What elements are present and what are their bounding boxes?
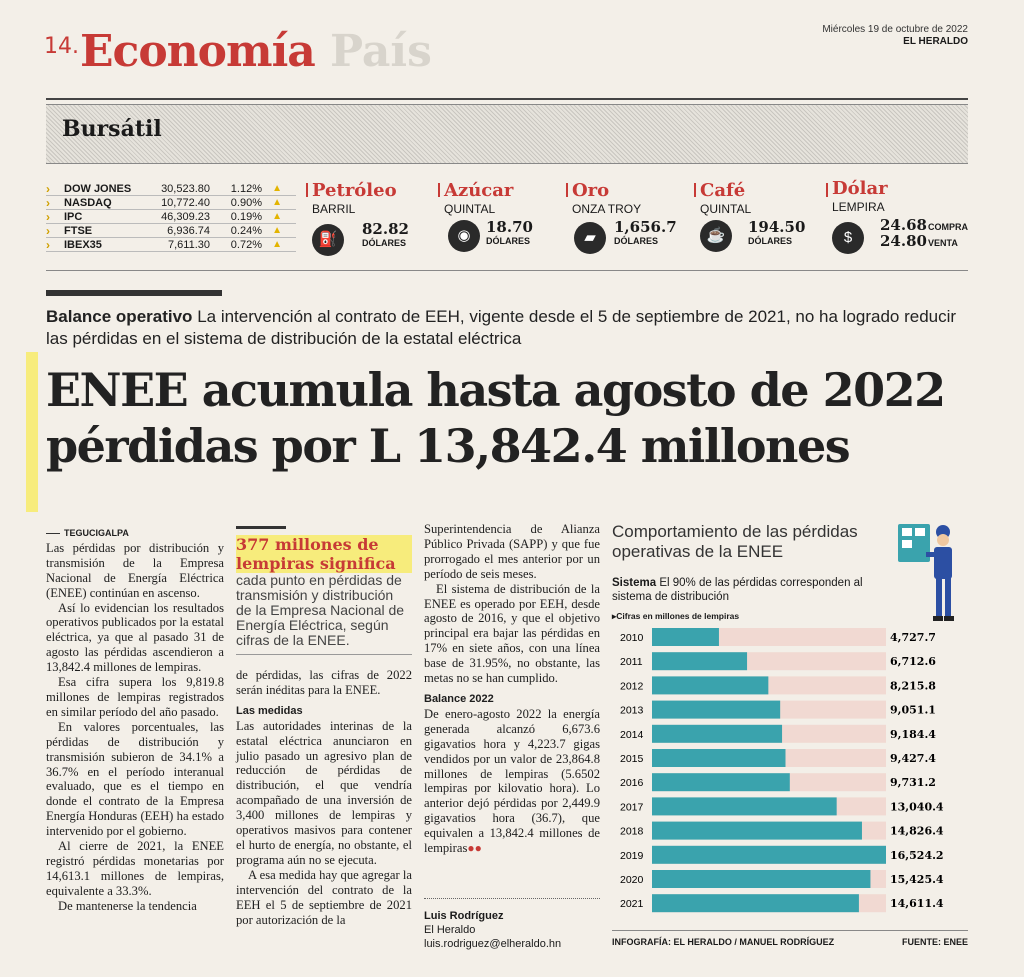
paragraph: En valores porcentuales, las pérdidas de distribución y transmisión subieron de 34.1% a 36.7% en el período interanual evaluado, que es el tiempo en donde el contrato de la Empresa Energía Honduras (EEH) ha estado intervenido por el gobierno. bbox=[46, 719, 224, 839]
chart-year-label: 2010 bbox=[620, 632, 644, 644]
kicker-bar bbox=[46, 290, 222, 296]
chart-value-label: 4,727.7 bbox=[890, 631, 936, 644]
chevron-right-icon: › bbox=[46, 223, 50, 238]
triangle-up-icon: ▲ bbox=[272, 197, 282, 208]
paragraph: Esa cifra supera los 9,819.8 millones de lempiras registrados en similar período del año pasado. bbox=[46, 675, 224, 719]
chart-year-label: 2017 bbox=[620, 801, 644, 814]
chart-bar bbox=[652, 725, 782, 743]
commodity-currency: DÓLARES bbox=[748, 236, 793, 246]
headline bbox=[46, 362, 976, 474]
chart-year-label: 2015 bbox=[620, 753, 644, 765]
triangle-up-icon: ▲ bbox=[272, 239, 282, 250]
commodity-petroleo bbox=[312, 180, 430, 260]
chart-value-label: 14,611.4 bbox=[890, 897, 944, 911]
stock-name: NASDAQ bbox=[64, 196, 112, 209]
commodity-separator bbox=[306, 183, 308, 197]
commodity-price: 1,656.7 bbox=[614, 218, 677, 236]
chart-bar bbox=[652, 846, 886, 864]
chart-value-label: 16,524.2 bbox=[890, 848, 944, 862]
ghost-section-title: País bbox=[330, 26, 432, 77]
chart-bar bbox=[652, 676, 768, 694]
stock-row bbox=[46, 196, 296, 210]
article-column-1 bbox=[46, 526, 224, 914]
chart-year-label: 2019 bbox=[620, 849, 644, 862]
chart-value-label: 8,215.8 bbox=[890, 679, 936, 693]
chart-subtitle bbox=[612, 576, 892, 604]
chart-year-label: 2021 bbox=[620, 898, 644, 911]
chart-year-label: 2012 bbox=[620, 680, 644, 693]
publication-date: Miércoles 19 de octubre de 2022 bbox=[822, 24, 968, 35]
stock-value: 30,523.80 bbox=[161, 182, 210, 195]
bursatil-title: Bursátil bbox=[62, 116, 162, 142]
commodity-azucar bbox=[444, 180, 562, 260]
electric-worker-icon bbox=[896, 520, 966, 626]
commodity-unit: ONZA TROY bbox=[572, 202, 642, 216]
headline-line-1: ENEE acumula hasta agosto de 2022 bbox=[46, 363, 945, 417]
chart-value-label: 9,051.1 bbox=[890, 703, 936, 717]
paragraph: de pérdidas, las cifras de 2022 serán inéditas para la ENEE. bbox=[236, 668, 412, 697]
losses-bar-chart bbox=[612, 622, 968, 922]
chart-bar bbox=[652, 822, 862, 840]
stock-row bbox=[46, 224, 296, 238]
stock-table bbox=[46, 182, 296, 252]
chart-bar bbox=[652, 749, 786, 767]
paragraph: Las autoridades interinas de la estatal eléctrica anunciaron en julio pasado un agresivo plan de reducción de pérdidas de distribución, el que vendría acompañado de una inversión de 3,400 millones de lempiras y operativos masivos para contener el hurto de energía, no obstante, el programa aún no se ejecuta. bbox=[236, 718, 412, 867]
stock-name: FTSE bbox=[64, 224, 93, 237]
callout bbox=[236, 526, 412, 655]
subheading: Las medidas bbox=[236, 704, 303, 717]
triangle-up-icon: ▲ bbox=[272, 183, 282, 194]
paragraph: De enero-agosto 2022 la energía generada alcanzó 6,673.6 gigavatios hora y 4,223.7 gigas vendidos por un valor de 23,864.8 millones de lempiras (5.6502 lempiras por kilovatio hora). Lo anterior dejó pérdidas por 2,449.9 gigavatios hora (36.7), que equivalen a 13,842.4 millones de lempiras●● bbox=[424, 706, 600, 856]
commodity-name: Petróleo bbox=[312, 180, 397, 201]
stock-pct: 0.90% bbox=[230, 196, 262, 209]
paragraph: Superintendencia de Alianza Público Privada (SAPP) y que fue prorrogado el mes anterior por un período de seis meses. bbox=[424, 522, 600, 581]
newspaper-brand: EL HERALDO bbox=[903, 36, 968, 47]
chart-bar bbox=[652, 773, 790, 791]
coffee-bean-icon: ☕ bbox=[700, 220, 732, 252]
chart-value-label: 9,731.2 bbox=[890, 776, 936, 790]
chart-year-label: 2013 bbox=[620, 704, 644, 717]
article-column-3 bbox=[424, 522, 600, 856]
chart-bar bbox=[652, 894, 859, 912]
stock-pct: 0.24% bbox=[230, 224, 262, 237]
commodity-name: Café bbox=[700, 180, 746, 201]
paragraph: A esa medida hay que agregar la intervención del contrato de la EEH el 5 de septiembre de 2021 por autorización de la bbox=[236, 867, 412, 927]
author-name: Luis Rodríguez bbox=[424, 910, 504, 922]
chart-year-label: 2016 bbox=[620, 777, 644, 790]
paragraph: El sistema de distribución de la ENEE es operado por EEH, desde agosto de 2016, y que el objetivo principal era bajar las pérdidas en 17% en siete años, con una línea base de 31.95%, no obstante, las metas no se han cumplido. bbox=[424, 581, 600, 686]
stock-name: DOW JONES bbox=[64, 182, 132, 195]
commodity-name: Azúcar bbox=[444, 180, 514, 201]
article-column-2 bbox=[236, 668, 412, 927]
chevron-right-icon: › bbox=[46, 209, 50, 224]
section-title: Economía bbox=[80, 26, 315, 77]
chart-year-label: 2018 bbox=[620, 825, 644, 838]
headline-line-2: pérdidas por L 13,842.4 millones bbox=[46, 419, 850, 473]
paragraph: Así lo evidencian los resultados operativos publicados por la estatal eléctrica, ya que al pasado 31 de agosto las pérdidas ascendieron a 13,842.4 millones de lempiras. bbox=[46, 600, 224, 675]
callout-number: 377 millones de lempiras significa bbox=[236, 535, 412, 573]
chart-value-label: 9,427.4 bbox=[890, 752, 936, 765]
stock-name: IBEX35 bbox=[64, 238, 102, 251]
chevron-right-icon: › bbox=[46, 181, 50, 196]
commodity-dolar bbox=[832, 178, 972, 260]
triangle-up-icon: ▲ bbox=[272, 211, 282, 222]
chart-value-label: 15,425.4 bbox=[890, 873, 944, 886]
commodity-price: 194.50 bbox=[748, 218, 806, 236]
commodity-price: 82.82 bbox=[362, 220, 409, 238]
commodity-currency: DÓLARES bbox=[614, 236, 659, 246]
chart-bar bbox=[652, 652, 747, 670]
author-email[interactable]: luis.rodriguez@elheraldo.hn bbox=[424, 938, 562, 950]
kicker-text: La intervención al contrato de EEH, vigente desde el 5 de septiembre de 2021, no ha logrado reducir las pérdidas en el sistema de distribución de la estatal eléctrica bbox=[46, 307, 957, 348]
header-rule bbox=[46, 98, 968, 100]
chart-bottom-rule bbox=[612, 930, 968, 931]
oil-barrel-icon: ⛽ bbox=[312, 224, 344, 256]
stock-pct: 0.72% bbox=[230, 238, 262, 251]
chart-year-label: 2011 bbox=[620, 656, 643, 669]
commodity-separator bbox=[438, 183, 440, 197]
end-mark: ●● bbox=[467, 841, 482, 856]
dollar-buy-label: COMPRA bbox=[928, 222, 968, 232]
page-number: 14. bbox=[44, 34, 79, 59]
kicker-label: Balance operativo bbox=[46, 307, 193, 326]
dollar-buy-price: 24.68 bbox=[880, 216, 927, 234]
bursatil-bottom-rule bbox=[46, 270, 968, 271]
commodity-unit: LEMPIRA bbox=[832, 200, 885, 214]
stock-pct: 0.19% bbox=[230, 210, 262, 223]
money-bag-icon: $ bbox=[832, 222, 864, 254]
stock-value: 7,611.30 bbox=[167, 238, 210, 251]
stock-value: 10,772.40 bbox=[161, 196, 210, 209]
chart-bar bbox=[652, 701, 780, 719]
subheading: Balance 2022 bbox=[424, 692, 494, 705]
author-org: El Heraldo bbox=[424, 924, 476, 936]
commodity-name: Dólar bbox=[832, 178, 888, 199]
bursatil-band bbox=[46, 104, 968, 164]
chart-value-label: 14,826.4 bbox=[890, 824, 944, 838]
chart-year-label: 2020 bbox=[620, 874, 644, 886]
commodity-price: 18.70 bbox=[486, 218, 533, 236]
commodity-separator bbox=[694, 183, 696, 197]
chart-subtitle-text: El 90% de las pérdidas corresponden al sistema de distribución bbox=[612, 577, 863, 603]
chart-title: Comportamiento de las pérdidas operativas de la ENEE bbox=[612, 522, 858, 561]
chart-source: FUENTE: ENEE bbox=[901, 937, 968, 947]
chart-bar bbox=[652, 628, 719, 646]
stock-value: 46,309.23 bbox=[161, 210, 210, 223]
commodity-unit: QUINTAL bbox=[700, 202, 752, 216]
chevron-right-icon: › bbox=[46, 195, 50, 210]
stock-row bbox=[46, 182, 296, 196]
commodity-separator bbox=[566, 183, 568, 197]
paragraph: Las pérdidas por distribución y transmisión de la Empresa Nacional de Energía Eléctrica (ENEE) continúan en ascenso. bbox=[46, 540, 224, 600]
commodity-unit: BARRIL bbox=[312, 202, 356, 216]
commodity-name: Oro bbox=[572, 180, 610, 201]
author-block bbox=[424, 898, 600, 951]
chart-value-label: 13,040.4 bbox=[890, 800, 944, 814]
stock-pct: 1.12% bbox=[230, 182, 262, 195]
commodity-oro bbox=[572, 180, 690, 260]
dollar-sell-label: VENTA bbox=[928, 238, 958, 248]
commodity-unit: QUINTAL bbox=[444, 202, 496, 216]
triangle-up-icon: ▲ bbox=[272, 225, 282, 236]
chevron-right-icon: › bbox=[46, 237, 50, 252]
highlight-mark bbox=[26, 352, 38, 512]
sugar-sack-icon: ◉ bbox=[448, 220, 480, 252]
chart-unit-note: ▸Cifras en millones de lempiras bbox=[612, 611, 740, 621]
chart-bar bbox=[652, 870, 870, 888]
commodity-separator bbox=[826, 183, 828, 197]
infographic-credit: INFOGRAFÍA: EL HERALDO / MANUEL RODRÍGUEZ bbox=[612, 937, 835, 947]
stock-value: 6,936.74 bbox=[167, 224, 210, 237]
callout-text: cada punto en pérdidas de transmisión y distribución de la Empresa Nacional de Energía Eléctrica, según cifras de la ENEE. bbox=[236, 572, 405, 648]
chart-bar bbox=[652, 797, 837, 815]
dateline: TEGUCIGALPA bbox=[46, 526, 224, 541]
stock-row bbox=[46, 210, 296, 224]
paragraph: De mantenerse la tendencia bbox=[58, 898, 197, 913]
commodity-cafe bbox=[700, 180, 820, 260]
commodity-currency: DÓLARES bbox=[486, 236, 531, 246]
chart-subtitle-label: Sistema bbox=[612, 577, 657, 589]
kicker bbox=[46, 306, 966, 350]
paragraph: Al cierre de 2021, la ENEE registró pérdidas monetarias por 14,613.1 millones de lempiras, equivalente a 33.3%. bbox=[46, 839, 224, 898]
commodity-currency: DÓLARES bbox=[362, 238, 407, 248]
dollar-sell-price: 24.80 bbox=[880, 232, 927, 250]
chart-value-label: 9,184.4 bbox=[890, 727, 936, 741]
chart-value-label: 6,712.6 bbox=[890, 655, 936, 669]
gold-bar-icon: ▰ bbox=[574, 222, 606, 254]
stock-row bbox=[46, 238, 296, 252]
stock-name: IPC bbox=[64, 210, 83, 223]
chart-year-label: 2014 bbox=[620, 728, 644, 741]
